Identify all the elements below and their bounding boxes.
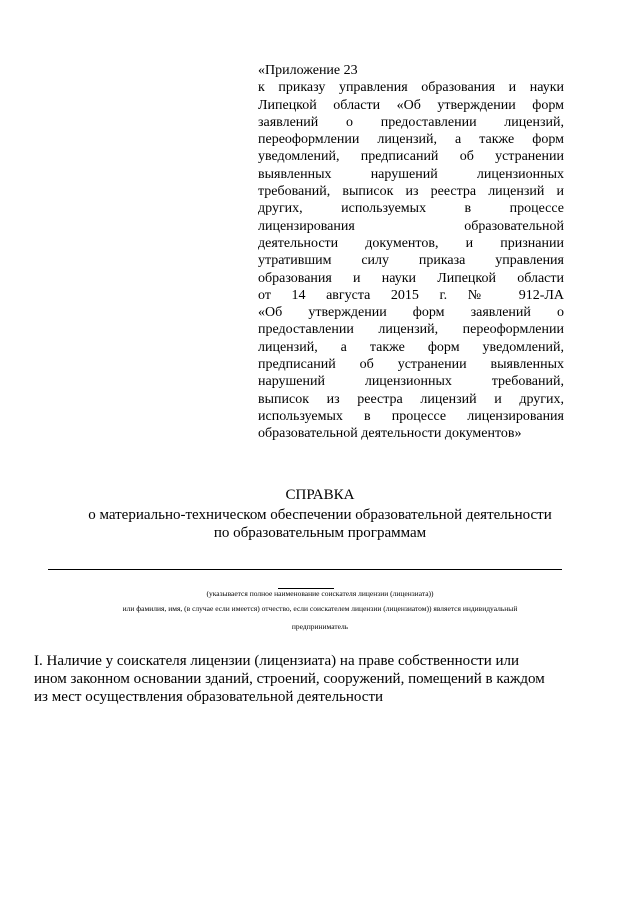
section-1-line: ином законном основании зданий, строений, сооружений, помещений в каждом — [34, 671, 545, 687]
appendix-line: переоформлении лицензий, а также форм — [258, 132, 564, 148]
appendix-line: Липецкой области «Об утверждении форм — [258, 97, 564, 113]
licensee-name-caption: (указывается полное наименование соискателя лицензии (лицензиата)) — [206, 589, 434, 598]
section-1-line: из мест осуществления образовательной деятельности — [34, 689, 384, 705]
appendix-line: выявленных нарушений лицензионных — [258, 166, 564, 182]
appendix-block — [258, 62, 564, 443]
appendix-line: предоставлении лицензий, переоформлении — [258, 322, 564, 338]
licensee-name-line — [48, 569, 562, 570]
appendix-line: лицензий, а также форм уведомлений, — [258, 339, 564, 355]
document-subtitle: о материально-техническом обеспечении образовательной деятельности — [88, 507, 552, 523]
appendix-line: выписок из реестра лицензий и других, — [258, 391, 564, 407]
appendix-line-last: образовательной деятельности документов» — [258, 426, 522, 442]
appendix-line: других, используемых в процессе — [258, 201, 564, 217]
appendix-line: к приказу управления образования и науки — [258, 80, 564, 96]
appendix-line: деятельности документов, и признании — [258, 235, 564, 251]
appendix-heading: «Приложение 23 — [258, 63, 358, 78]
appendix-line: требований, выписок из реестра лицензий и — [258, 184, 564, 200]
appendix-line: «Об утверждении форм заявлений о — [258, 305, 564, 321]
appendix-line: нарушений лицензионных требований, — [258, 374, 564, 390]
appendix-line: предписаний об устранении выявленных — [258, 357, 564, 373]
appendix-line: от 14 августа 2015 г. № 912-ЛА — [258, 287, 564, 303]
appendix-line: утратившим силу приказа управления — [258, 253, 564, 269]
appendix-line: лицензирования образовательной — [258, 218, 564, 234]
appendix-line: уведомлений, предписаний об устранении — [258, 149, 564, 165]
appendix-line: образования и науки Липецкой области — [258, 270, 564, 286]
section-1-line: I. Наличие у соискателя лицензии (лицензиата) на праве собственности или — [34, 653, 520, 669]
appendix-line: используемых в процессе лицензирования — [258, 408, 564, 424]
document-subtitle-2: по образовательным программам — [213, 525, 427, 541]
licensee-name-caption-2: или фамилия, имя, (в случае если имеется) отчество, если соискателем лицензии (лицензиатом)) является индивидуальный — [122, 604, 518, 613]
licensee-name-caption-3: предприниматель — [291, 622, 349, 631]
appendix-line: заявлений о предоставлении лицензий, — [258, 114, 564, 130]
document-title: СПРАВКА — [285, 487, 355, 503]
section-1-heading — [34, 652, 574, 706]
